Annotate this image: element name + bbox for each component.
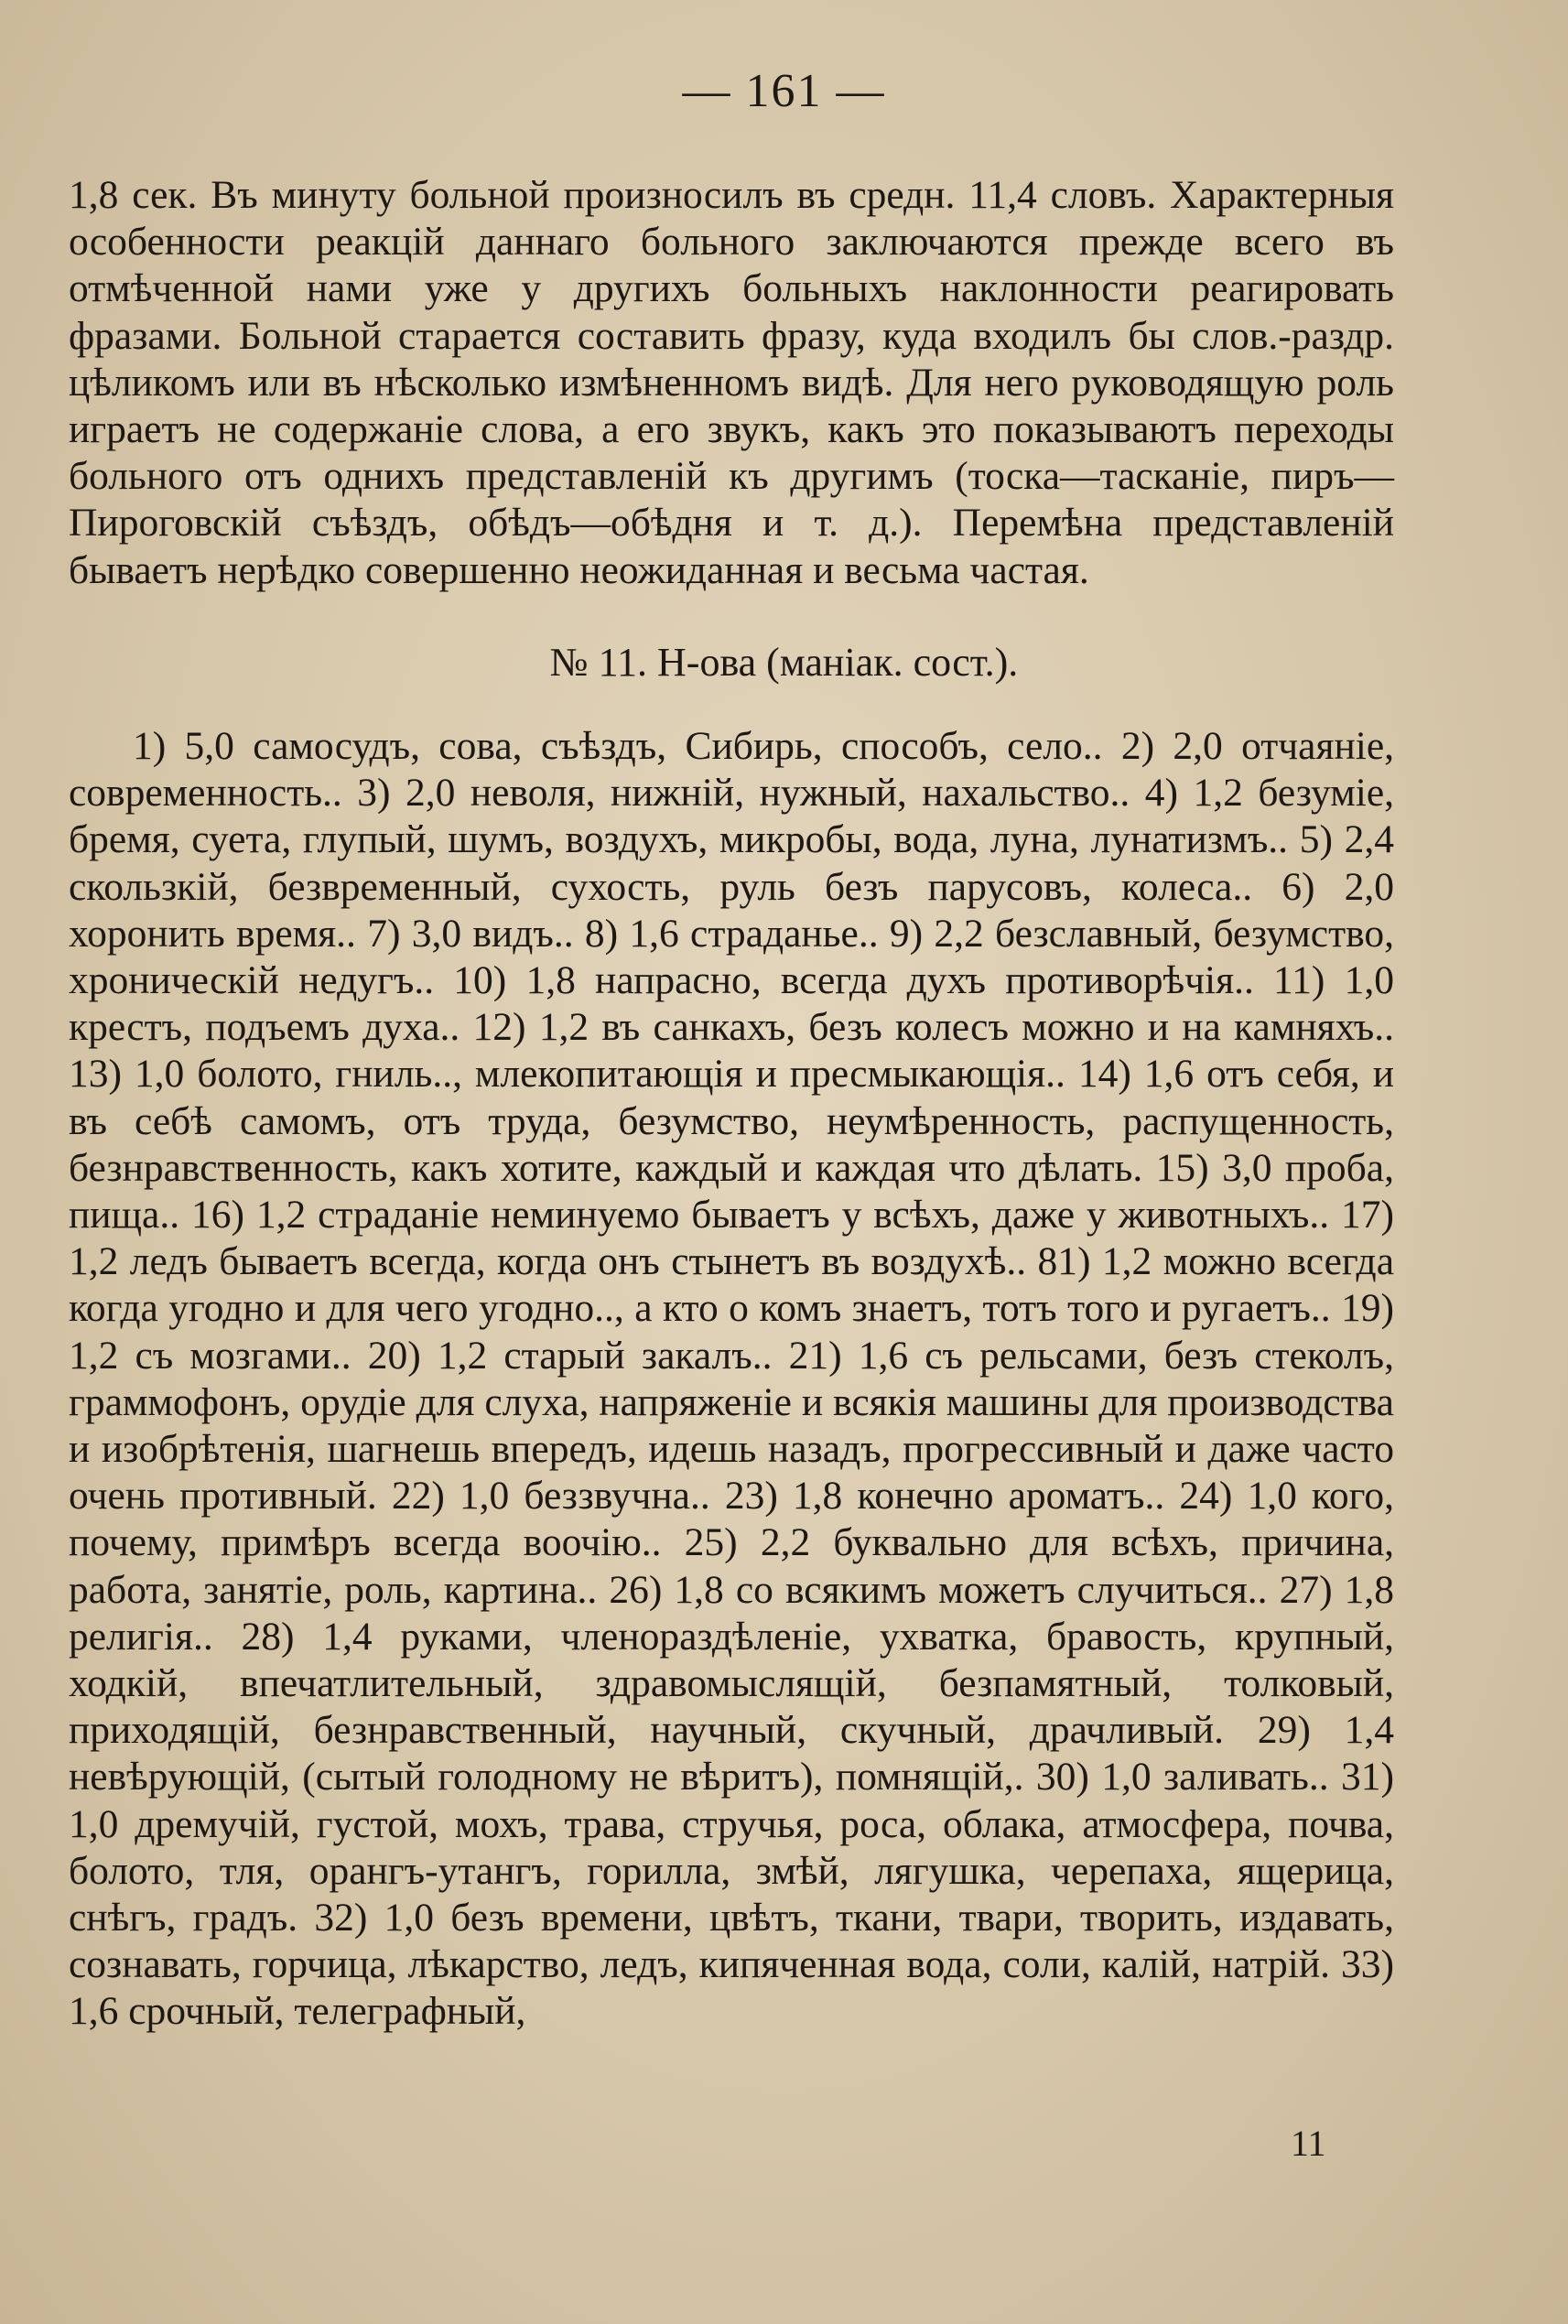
section-heading: № 11. Н-ова (маніак. сост.). [549,640,1019,685]
paragraph-text: 1,8 сек. Въ минуту больной произносилъ въ средн. 11,4 словъ. Характерныя особенности реакцій даннаго больного заключаются прежде всего въ отмѣченной нами уже у другихъ больныхъ наклонности реагировать фразами. Больной старается составить фразу, куда входилъ бы слов.-раздр. цѣликомъ или въ нѣсколько измѣненномъ видѣ. Для него руководящую роль играетъ не содержаніе слова, а его звукъ, какъ это показываютъ переходы больного отъ однихъ представленій къ другимъ (тоска—тасканіе, пиръ—Пироговскій съѣздъ, обѣдъ—обѣдня и т. д.). Перемѣна представленій бываетъ нерѣдко совершенно неожиданная и весьма частая. [69,173,1394,592]
signature-mark: 11 [1291,2123,1326,2164]
section-body-text: 1) 5,0 самосудъ, сова, съѣздъ, Сибирь, способъ, село.. 2) 2,0 отчаяніе, современность.. 3) 2,0 неволя, нижній, нужный, нахальство.. 4) 1,2 безуміе, бремя, суета, глупый, шумъ, воздухъ, микробы, вода, луна, лунатизмъ.. 5) 2,4 скользкій, безвременный, сухость, руль безъ парусовъ, колеса.. 6) 2,0 хоронить время.. 7) 3,0 видъ.. 8) 1,6 страданье.. 9) 2,2 безславный, безумство, хроническій недугъ.. 10) 1,8 напрасно, всегда духъ противорѣчія.. 11) 1,0 крестъ, подъемъ духа.. 12) 1,2 въ санкахъ, безъ колесъ можно и на камняхъ.. 13) 1,0 болото, гниль.., млекопитающія и пресмыкающія.. 14) 1,6 отъ себя, и въ себѣ самомъ, отъ труда, безумство, неумѣренность, распущенность, безнравственность, какъ хотите, каждый и каждая что дѣлать. 15) 3,0 проба, пища.. 16) 1,2 страданіе неминуемо бываетъ у всѣхъ, даже у животныхъ.. 17) 1,2 ледъ бываетъ всегда, когда онъ стынетъ въ воздухѣ.. 81) 1,2 можно всегда когда угодно и для чего угодно.., а кто о комъ знаетъ, тотъ того и ругаетъ.. 19) 1,2 съ мозгами.. 20) 1,2 старый закалъ.. 21) 1,6 съ рельсами, безъ стеколъ, граммофонъ, орудіе для слуха, напряженіе и всякія машины для производства и изобрѣтенія, шагнешь впередъ, идешь назадъ, прогрессивный и даже часто очень противный. 22) 1,0 беззвучна.. 23) 1,8 конечно ароматъ.. 24) 1,0 кого, почему, примѣръ всегда воочію.. 25) 2,2 буквально для всѣхъ, причина, работа, занятіе, роль, картина.. 26) 1,8 со всякимъ можетъ случиться.. 27) 1,8 религія.. 28) 1,4 руками, членораздѣленіе, ухватка, бравость, крупный, ходкій, впечатлительный, здравомыслящій, безпамятный, толковый, приходящій, безнравственный, научный, скучный, драчливый. 29) 1,4 невѣрующій, (сытый голодному не вѣритъ), помнящій,. 30) 1,0 заливать.. 31) 1,0 дремучій, густой, мохъ, трава, стручья, роса, облака, атмосфера, почва, болото, тля, орангъ-утангъ, горилла, змѣй, лягушка, черепаха, ящерица, снѣгъ, градъ. 32) 1,0 безъ времени, цвѣтъ, ткани, твари, творить, издавать, сознавать, горчица, лѣкарство, ледъ, кипяченная вода, соли, калій, натрій. 33) 1,6 срочный, телеграфный, [69,724,1394,2034]
page-number: — 161 — [682,65,886,117]
continued-paragraph [69,172,1394,594]
section-body [69,723,1394,2036]
